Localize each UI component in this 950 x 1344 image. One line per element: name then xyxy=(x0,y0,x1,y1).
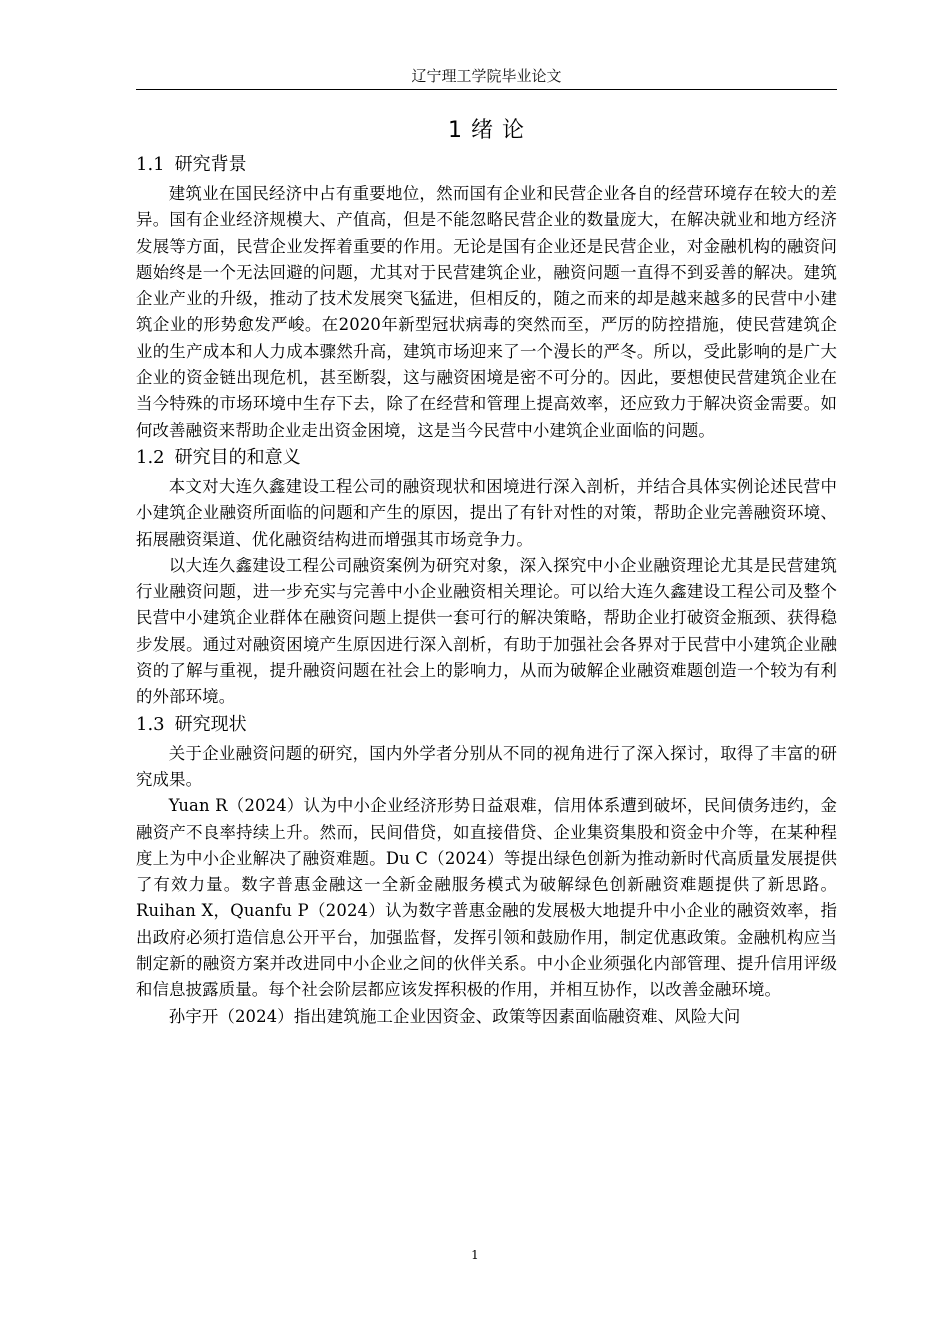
section-number: 1.3 xyxy=(136,713,165,735)
paragraph: 孙宇开（2024）指出建筑施工企业因资金、政策等因素面临融资难、风险大问 xyxy=(168,1006,741,1026)
section-title-text: 研究现状 xyxy=(174,713,247,735)
paragraph: 本文对大连久鑫建设工程公司的融资现状和困境进行深入剖析，并结合具体实例论述民营中小建筑企业融资所面临的问题和产生的原因，提出了有针对性的对策，帮助企业完善融资环境、拓展融资渠道、优化融资结构进而增强其市场竞争力。 xyxy=(136,476,837,549)
page-number: 1 xyxy=(471,1248,479,1262)
paragraph: Yuan R（2024）认为中小企业经济形势日益艰难，信用体系遭到破坏，民间债务违约，金融资产不良率持续上升。然而，民间借贷，如直接借贷、企业集资集股和资金中介等，在某种程度上为中小企业解决了融资难题。Du C（2024）等提出绿色创新为推动新时代高质量发展提供了有效力量。数字普惠金融这一全新金融服务模式为破解绿色创新融资难题提供了新思路。Ruihan X，Quanfu P（2024）认为数字普惠金融的发展极大地提升中小企业的融资效率，指出政府必须打造信息公开平台，加强监督，发挥引领和鼓励作用，制定优惠政策。金融机构应当制定新的融资方案并改进同中小企业之间的伙伴关系。中小企业须强化内部管理、提升信用评级和信息披露质量。每个社会阶层都应该发挥积极的作用，并相互协作，以改善金融环境。 xyxy=(136,796,837,1000)
chapter-title: 1 绪 论 xyxy=(448,118,525,143)
page-content xyxy=(136,115,837,1030)
section-heading-1-2 xyxy=(136,444,837,474)
paragraph: 以大连久鑫建设工程公司融资案例为研究对象，深入探究中小企业融资理论尤其是民营建筑行业融资问题，进一步充实与完善中小企业融资相关理论。可以给大连久鑫建设工程公司及整个民营中小建筑企业群体在融资问题上提供一套可行的解决策略，帮助企业打破资金瓶颈、获得稳步发展。通过对融资困境产生原因进行深入剖析，有助于加强社会各界对于民营中小建筑企业融资的了解与重视，提升融资问题在社会上的影响力，从而为破解企业融资难题创造一个较为有利的外部环境。 xyxy=(136,555,837,707)
header-rule xyxy=(136,89,837,90)
section-number: 1.1 xyxy=(136,154,165,175)
section-heading-1-1 xyxy=(136,151,837,181)
paragraph: 建筑业在国民经济中占有重要地位，然而国有企业和民营企业各自的经营环境存在较大的差异。国有企业经济规模大、产值高，但是不能忽略民营企业的数量庞大，在解决就业和地方经济发展等方面，民营企业发挥着重要的作用。无论是国有企业还是民营企业，对金融机构的融资问题始终是一个无法回避的问题，尤其对于民营建筑企业，融资问题一直得不到妥善的解决。建筑企业产业的升级，推动了技术发展突飞猛进，但相反的，随之而来的却是越来越多的民营中小建筑企业的形势愈发严峻。在2020年新型冠状病毒的突然而至，严厉的防控措施，使民营建筑企业的生产成本和人力成本骤然升高，建筑市场迎来了一个漫长的严冬。所以，受此影响的是广大企业的资金链出现危机，甚至断裂，这与融资困境是密不可分的。因此，要想使民营建筑企业在当今特殊的市场环境中生存下去，除了在经营和管理上提高效率，还应致力于解决资金需要。如何改善融资来帮助企业走出资金困境，这是当今民营中小建筑企业面临的问题。 xyxy=(136,184,837,440)
section-heading-1-3 xyxy=(136,711,837,741)
paragraph: 关于企业融资问题的研究，国内外学者分别从不同的视角进行了深入探讨，取得了丰富的研究成果。 xyxy=(136,743,837,789)
running-header: 辽宁理工学院毕业论文 xyxy=(411,67,562,85)
section-number: 1.2 xyxy=(136,446,165,468)
section-title-text: 研究目的和意义 xyxy=(174,446,301,468)
section-title-text: 研究背景 xyxy=(174,154,247,175)
